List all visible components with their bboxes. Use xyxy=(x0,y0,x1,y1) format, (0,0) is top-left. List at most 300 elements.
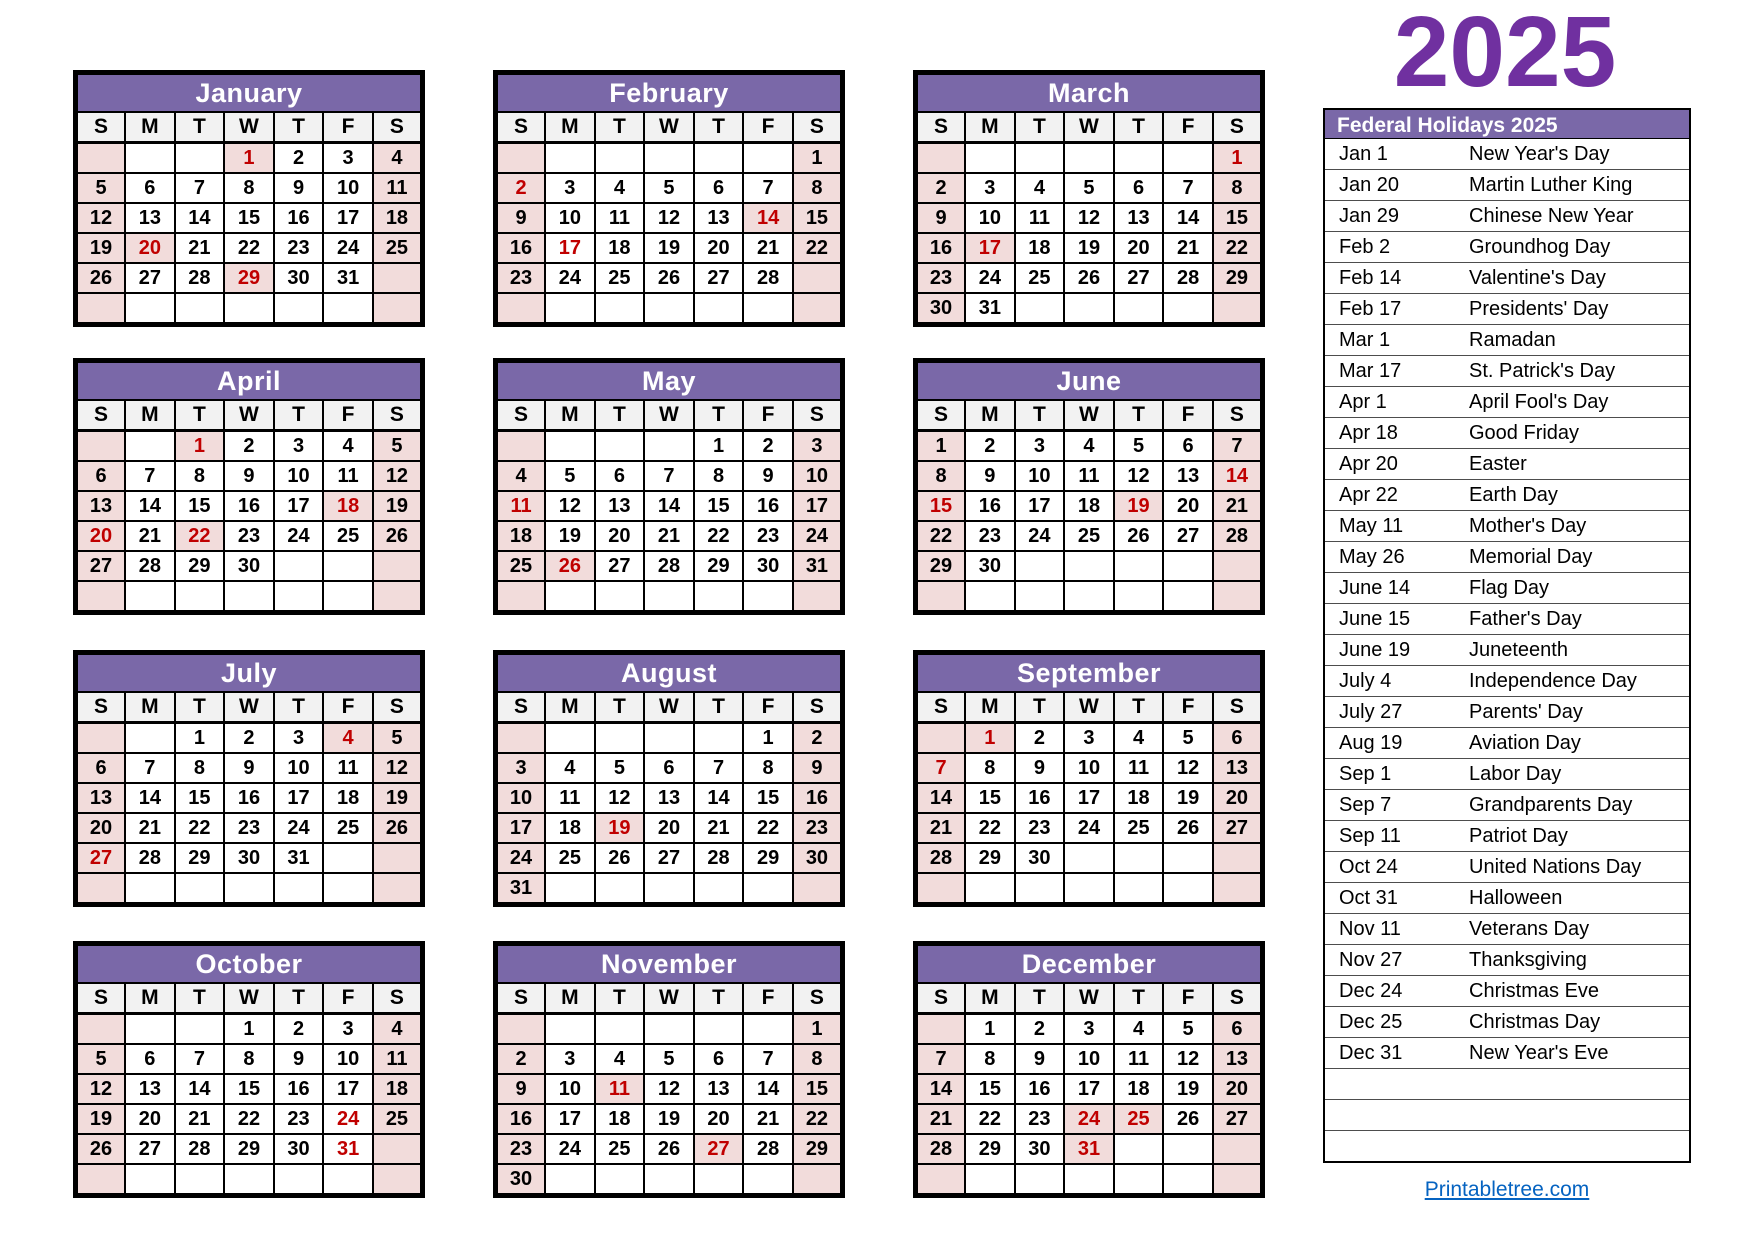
holiday-name xyxy=(1467,1131,1690,1163)
holiday-row xyxy=(1324,542,1690,573)
holiday-date: Mar 17 xyxy=(1324,356,1467,387)
date-cell: 27 xyxy=(694,1134,744,1164)
date-cell: 16 xyxy=(274,203,324,233)
day-header-cell: S xyxy=(1213,692,1263,723)
date-cell: 14 xyxy=(125,491,175,521)
holiday-date: Jan 1 xyxy=(1324,139,1467,170)
date-cell: 12 xyxy=(76,1074,126,1104)
empty-cell xyxy=(1064,581,1114,613)
month-title: September xyxy=(916,653,1263,693)
holiday-row xyxy=(1324,480,1690,511)
empty-cell xyxy=(274,293,324,325)
month-may xyxy=(493,358,845,615)
empty-cell xyxy=(545,431,595,462)
date-cell: 26 xyxy=(373,521,423,551)
date-cell: 3 xyxy=(545,173,595,203)
date-cell: 4 xyxy=(1114,723,1164,754)
date-cell: 10 xyxy=(274,753,324,783)
empty-cell xyxy=(373,1134,423,1164)
month-title: March xyxy=(916,73,1263,113)
date-cell: 3 xyxy=(1064,1014,1114,1045)
day-header-cell: S xyxy=(76,400,126,431)
date-cell: 11 xyxy=(545,783,595,813)
date-cell: 26 xyxy=(595,843,645,873)
empty-cell xyxy=(125,581,175,613)
date-cell: 6 xyxy=(1213,1014,1263,1045)
empty-cell xyxy=(274,873,324,905)
date-cell: 25 xyxy=(323,813,373,843)
empty-cell xyxy=(323,293,373,325)
date-cell: 19 xyxy=(1163,783,1213,813)
date-cell: 8 xyxy=(916,461,966,491)
date-cell: 26 xyxy=(76,263,126,293)
date-cell: 18 xyxy=(595,233,645,263)
empty-cell xyxy=(323,1164,373,1196)
date-cell: 14 xyxy=(916,783,966,813)
empty-cell xyxy=(545,1164,595,1196)
empty-cell xyxy=(175,1014,225,1045)
holidays-header: Federal Holidays 2025 xyxy=(1323,108,1691,139)
empty-cell xyxy=(125,293,175,325)
date-cell: 21 xyxy=(1163,233,1213,263)
empty-cell xyxy=(224,873,274,905)
date-cell: 30 xyxy=(793,843,843,873)
date-cell: 12 xyxy=(1064,203,1114,233)
date-cell: 30 xyxy=(496,1164,546,1196)
date-cell: 23 xyxy=(224,813,274,843)
date-cell: 10 xyxy=(1064,1044,1114,1074)
empty-cell xyxy=(274,551,324,581)
month-june xyxy=(913,358,1265,615)
date-cell: 15 xyxy=(1213,203,1263,233)
date-cell: 28 xyxy=(125,843,175,873)
date-cell: 1 xyxy=(743,723,793,754)
month-title: June xyxy=(916,361,1263,401)
date-cell: 24 xyxy=(496,843,546,873)
day-header-cell: F xyxy=(1163,400,1213,431)
empty-cell xyxy=(694,581,744,613)
holiday-date: Apr 1 xyxy=(1324,387,1467,418)
empty-cell xyxy=(1114,1164,1164,1196)
day-header-cell: T xyxy=(694,692,744,723)
date-cell: 26 xyxy=(1064,263,1114,293)
date-cell: 11 xyxy=(373,1044,423,1074)
date-cell: 6 xyxy=(1163,431,1213,462)
day-header-cell: T xyxy=(1015,112,1065,143)
holiday-row xyxy=(1324,666,1690,697)
date-cell: 7 xyxy=(743,173,793,203)
empty-cell xyxy=(125,143,175,174)
date-cell: 26 xyxy=(545,551,595,581)
holiday-date xyxy=(1324,1069,1467,1100)
holiday-date: Feb 14 xyxy=(1324,263,1467,294)
date-cell: 25 xyxy=(323,521,373,551)
date-cell: 29 xyxy=(175,843,225,873)
date-cell: 15 xyxy=(965,783,1015,813)
date-cell: 15 xyxy=(743,783,793,813)
holiday-name: Martin Luther King xyxy=(1467,170,1690,201)
empty-cell xyxy=(274,581,324,613)
month-december xyxy=(913,941,1265,1198)
date-cell: 9 xyxy=(965,461,1015,491)
date-cell: 19 xyxy=(76,1104,126,1134)
date-cell: 18 xyxy=(545,813,595,843)
date-cell: 3 xyxy=(545,1044,595,1074)
empty-cell xyxy=(743,1164,793,1196)
holiday-row xyxy=(1324,697,1690,728)
empty-cell xyxy=(76,1164,126,1196)
date-cell: 8 xyxy=(965,753,1015,783)
date-cell: 14 xyxy=(694,783,744,813)
empty-cell xyxy=(76,431,126,462)
holiday-date xyxy=(1324,1131,1467,1163)
day-header-cell: F xyxy=(1163,112,1213,143)
date-cell: 7 xyxy=(125,461,175,491)
holiday-date: Dec 25 xyxy=(1324,1007,1467,1038)
date-cell: 17 xyxy=(274,491,324,521)
date-cell: 29 xyxy=(175,551,225,581)
date-cell: 3 xyxy=(274,431,324,462)
date-cell: 20 xyxy=(76,521,126,551)
day-header-cell: T xyxy=(274,400,324,431)
date-cell: 13 xyxy=(1213,1044,1263,1074)
holiday-name: Aviation Day xyxy=(1467,728,1690,759)
date-cell: 25 xyxy=(1015,263,1065,293)
date-cell: 29 xyxy=(743,843,793,873)
holiday-row xyxy=(1324,759,1690,790)
day-header-cell: T xyxy=(1114,692,1164,723)
date-cell: 24 xyxy=(545,263,595,293)
date-cell: 14 xyxy=(743,1074,793,1104)
day-header-cell: F xyxy=(743,400,793,431)
day-header-cell: M xyxy=(125,692,175,723)
empty-cell xyxy=(644,143,694,174)
date-cell: 29 xyxy=(224,1134,274,1164)
date-cell: 16 xyxy=(274,1074,324,1104)
date-cell: 14 xyxy=(916,1074,966,1104)
empty-cell xyxy=(644,723,694,754)
date-cell: 11 xyxy=(323,753,373,783)
date-cell: 6 xyxy=(1213,723,1263,754)
day-header-cell: F xyxy=(743,112,793,143)
empty-cell xyxy=(694,1164,744,1196)
date-cell: 24 xyxy=(1064,813,1114,843)
date-cell: 26 xyxy=(1163,813,1213,843)
holiday-date: Sep 1 xyxy=(1324,759,1467,790)
empty-cell xyxy=(175,143,225,174)
day-header-cell: T xyxy=(274,692,324,723)
date-cell: 13 xyxy=(76,491,126,521)
date-cell: 3 xyxy=(1015,431,1065,462)
empty-cell xyxy=(545,873,595,905)
empty-cell xyxy=(1064,843,1114,873)
day-header-cell: S xyxy=(373,983,423,1014)
date-cell: 11 xyxy=(595,203,645,233)
holiday-date: May 11 xyxy=(1324,511,1467,542)
holiday-date: Aug 19 xyxy=(1324,728,1467,759)
month-april xyxy=(73,358,425,615)
month-title: February xyxy=(496,73,843,113)
date-cell: 7 xyxy=(743,1044,793,1074)
date-cell: 15 xyxy=(224,203,274,233)
day-header-cell: W xyxy=(1064,112,1114,143)
date-cell: 10 xyxy=(1015,461,1065,491)
date-cell: 12 xyxy=(1163,753,1213,783)
day-header-cell: M xyxy=(965,400,1015,431)
month-january xyxy=(73,70,425,327)
date-cell: 17 xyxy=(1064,783,1114,813)
day-header-cell: T xyxy=(694,983,744,1014)
date-cell: 12 xyxy=(373,461,423,491)
date-cell: 5 xyxy=(76,173,126,203)
empty-cell xyxy=(496,143,546,174)
date-cell: 21 xyxy=(125,521,175,551)
date-cell: 9 xyxy=(496,203,546,233)
holiday-date: June 19 xyxy=(1324,635,1467,666)
date-cell: 22 xyxy=(793,1104,843,1134)
holiday-name: Parents' Day xyxy=(1467,697,1690,728)
day-header-cell: T xyxy=(175,983,225,1014)
date-cell: 6 xyxy=(125,173,175,203)
holiday-name xyxy=(1467,1100,1690,1131)
date-cell: 21 xyxy=(175,1104,225,1134)
date-cell: 4 xyxy=(1114,1014,1164,1045)
date-cell: 20 xyxy=(1213,783,1263,813)
holiday-row xyxy=(1324,790,1690,821)
date-cell: 19 xyxy=(644,1104,694,1134)
date-cell: 12 xyxy=(595,783,645,813)
empty-cell xyxy=(1163,1134,1213,1164)
day-header-cell: T xyxy=(595,692,645,723)
day-header-cell: F xyxy=(323,112,373,143)
date-cell: 22 xyxy=(916,521,966,551)
date-cell: 25 xyxy=(373,1104,423,1134)
date-cell: 10 xyxy=(496,783,546,813)
date-cell: 28 xyxy=(644,551,694,581)
holiday-name: Grandparents Day xyxy=(1467,790,1690,821)
holiday-name: Patriot Day xyxy=(1467,821,1690,852)
date-cell: 1 xyxy=(965,723,1015,754)
empty-cell xyxy=(323,873,373,905)
month-march xyxy=(913,70,1265,327)
empty-cell xyxy=(595,1164,645,1196)
holiday-date: July 27 xyxy=(1324,697,1467,728)
date-cell: 3 xyxy=(793,431,843,462)
empty-cell xyxy=(224,293,274,325)
date-cell: 11 xyxy=(496,491,546,521)
day-header-cell: T xyxy=(1015,692,1065,723)
holiday-row xyxy=(1324,573,1690,604)
day-header-cell: M xyxy=(545,692,595,723)
empty-cell xyxy=(1015,873,1065,905)
date-cell: 30 xyxy=(274,1134,324,1164)
month-title: July xyxy=(76,653,423,693)
day-header-cell: W xyxy=(224,400,274,431)
empty-cell xyxy=(644,293,694,325)
empty-cell xyxy=(125,431,175,462)
empty-cell xyxy=(175,873,225,905)
holiday-name: Christmas Eve xyxy=(1467,976,1690,1007)
holiday-name: Memorial Day xyxy=(1467,542,1690,573)
holiday-date: Feb 17 xyxy=(1324,294,1467,325)
date-cell: 18 xyxy=(1114,1074,1164,1104)
date-cell: 12 xyxy=(1114,461,1164,491)
date-cell: 9 xyxy=(274,173,324,203)
date-cell: 9 xyxy=(793,753,843,783)
day-header-cell: W xyxy=(224,112,274,143)
empty-cell xyxy=(644,873,694,905)
empty-cell xyxy=(1114,1134,1164,1164)
date-cell: 23 xyxy=(965,521,1015,551)
date-cell: 15 xyxy=(175,491,225,521)
empty-cell xyxy=(1213,551,1263,581)
empty-cell xyxy=(793,263,843,293)
date-cell: 9 xyxy=(274,1044,324,1074)
date-cell: 2 xyxy=(274,143,324,174)
date-cell: 5 xyxy=(1064,173,1114,203)
date-cell: 12 xyxy=(1163,1044,1213,1074)
date-cell: 29 xyxy=(965,1134,1015,1164)
date-cell: 14 xyxy=(175,1074,225,1104)
date-cell: 23 xyxy=(274,233,324,263)
date-cell: 4 xyxy=(323,431,373,462)
date-cell: 17 xyxy=(545,233,595,263)
day-header-cell: T xyxy=(175,692,225,723)
date-cell: 4 xyxy=(1015,173,1065,203)
empty-cell xyxy=(595,581,645,613)
day-header-cell: W xyxy=(1064,400,1114,431)
holiday-name: Presidents' Day xyxy=(1467,294,1690,325)
date-cell: 22 xyxy=(224,1104,274,1134)
empty-cell xyxy=(175,581,225,613)
holiday-row xyxy=(1324,1007,1690,1038)
date-cell: 8 xyxy=(793,1044,843,1074)
month-february xyxy=(493,70,845,327)
day-header-cell: M xyxy=(965,983,1015,1014)
empty-cell xyxy=(595,873,645,905)
holiday-row xyxy=(1324,387,1690,418)
day-header-cell: S xyxy=(373,400,423,431)
holiday-row xyxy=(1324,821,1690,852)
day-header-cell: M xyxy=(965,692,1015,723)
holiday-name: Valentine's Day xyxy=(1467,263,1690,294)
day-header-cell: S xyxy=(793,983,843,1014)
empty-cell xyxy=(323,843,373,873)
date-cell: 18 xyxy=(323,491,373,521)
date-cell: 25 xyxy=(595,1134,645,1164)
day-header-cell: S xyxy=(373,112,423,143)
date-cell: 10 xyxy=(545,1074,595,1104)
holiday-date: Apr 20 xyxy=(1324,449,1467,480)
date-cell: 19 xyxy=(1163,1074,1213,1104)
empty-cell xyxy=(1213,1134,1263,1164)
date-cell: 2 xyxy=(1015,1014,1065,1045)
date-cell: 6 xyxy=(125,1044,175,1074)
date-cell: 24 xyxy=(1064,1104,1114,1134)
holiday-date: Oct 31 xyxy=(1324,883,1467,914)
date-cell: 15 xyxy=(965,1074,1015,1104)
date-cell: 22 xyxy=(965,1104,1015,1134)
day-header-cell: M xyxy=(125,400,175,431)
holiday-date xyxy=(1324,1100,1467,1131)
empty-cell xyxy=(1213,293,1263,325)
day-header-cell: S xyxy=(496,400,546,431)
empty-cell xyxy=(595,431,645,462)
date-cell: 25 xyxy=(1114,813,1164,843)
date-cell: 16 xyxy=(965,491,1015,521)
date-cell: 7 xyxy=(916,1044,966,1074)
date-cell: 18 xyxy=(373,1074,423,1104)
month-october xyxy=(73,941,425,1198)
date-cell: 10 xyxy=(965,203,1015,233)
empty-cell xyxy=(916,873,966,905)
date-cell: 30 xyxy=(1015,1134,1065,1164)
month-title: January xyxy=(76,73,423,113)
date-cell: 29 xyxy=(793,1134,843,1164)
date-cell: 4 xyxy=(595,173,645,203)
holiday-name: Veterans Day xyxy=(1467,914,1690,945)
empty-cell xyxy=(644,1164,694,1196)
holiday-row xyxy=(1324,449,1690,480)
empty-cell xyxy=(175,1164,225,1196)
day-header-cell: M xyxy=(965,112,1015,143)
empty-cell xyxy=(373,843,423,873)
empty-cell xyxy=(743,581,793,613)
day-header-cell: T xyxy=(175,400,225,431)
day-header-cell: T xyxy=(1114,983,1164,1014)
holiday-row xyxy=(1324,418,1690,449)
date-cell: 14 xyxy=(125,783,175,813)
date-cell: 3 xyxy=(1064,723,1114,754)
date-cell: 7 xyxy=(916,753,966,783)
date-cell: 13 xyxy=(595,491,645,521)
date-cell: 27 xyxy=(595,551,645,581)
holiday-date: Jan 20 xyxy=(1324,170,1467,201)
date-cell: 4 xyxy=(373,143,423,174)
date-cell: 18 xyxy=(1114,783,1164,813)
date-cell: 17 xyxy=(274,783,324,813)
date-cell: 22 xyxy=(1213,233,1263,263)
holiday-name: Easter xyxy=(1467,449,1690,480)
date-cell: 11 xyxy=(1114,1044,1164,1074)
date-cell: 28 xyxy=(1163,263,1213,293)
day-header-cell: S xyxy=(496,983,546,1014)
printabletree-link[interactable]: Printabletree.com xyxy=(1424,1178,1590,1201)
empty-cell xyxy=(496,581,546,613)
holiday-name: New Year's Day xyxy=(1467,139,1690,170)
date-cell: 14 xyxy=(1163,203,1213,233)
holiday-name: Earth Day xyxy=(1467,480,1690,511)
date-cell: 17 xyxy=(323,1074,373,1104)
date-cell: 9 xyxy=(1015,1044,1065,1074)
date-cell: 18 xyxy=(1015,233,1065,263)
empty-cell xyxy=(1114,873,1164,905)
date-cell: 28 xyxy=(1213,521,1263,551)
date-cell: 9 xyxy=(224,461,274,491)
date-cell: 11 xyxy=(1015,203,1065,233)
date-cell: 30 xyxy=(224,843,274,873)
month-title: April xyxy=(76,361,423,401)
date-cell: 28 xyxy=(175,1134,225,1164)
empty-cell xyxy=(373,551,423,581)
empty-cell xyxy=(1163,1164,1213,1196)
date-cell: 21 xyxy=(743,233,793,263)
date-cell: 3 xyxy=(274,723,324,754)
day-header-cell: W xyxy=(1064,692,1114,723)
date-cell: 19 xyxy=(595,813,645,843)
date-cell: 5 xyxy=(1114,431,1164,462)
day-header-cell: W xyxy=(644,983,694,1014)
